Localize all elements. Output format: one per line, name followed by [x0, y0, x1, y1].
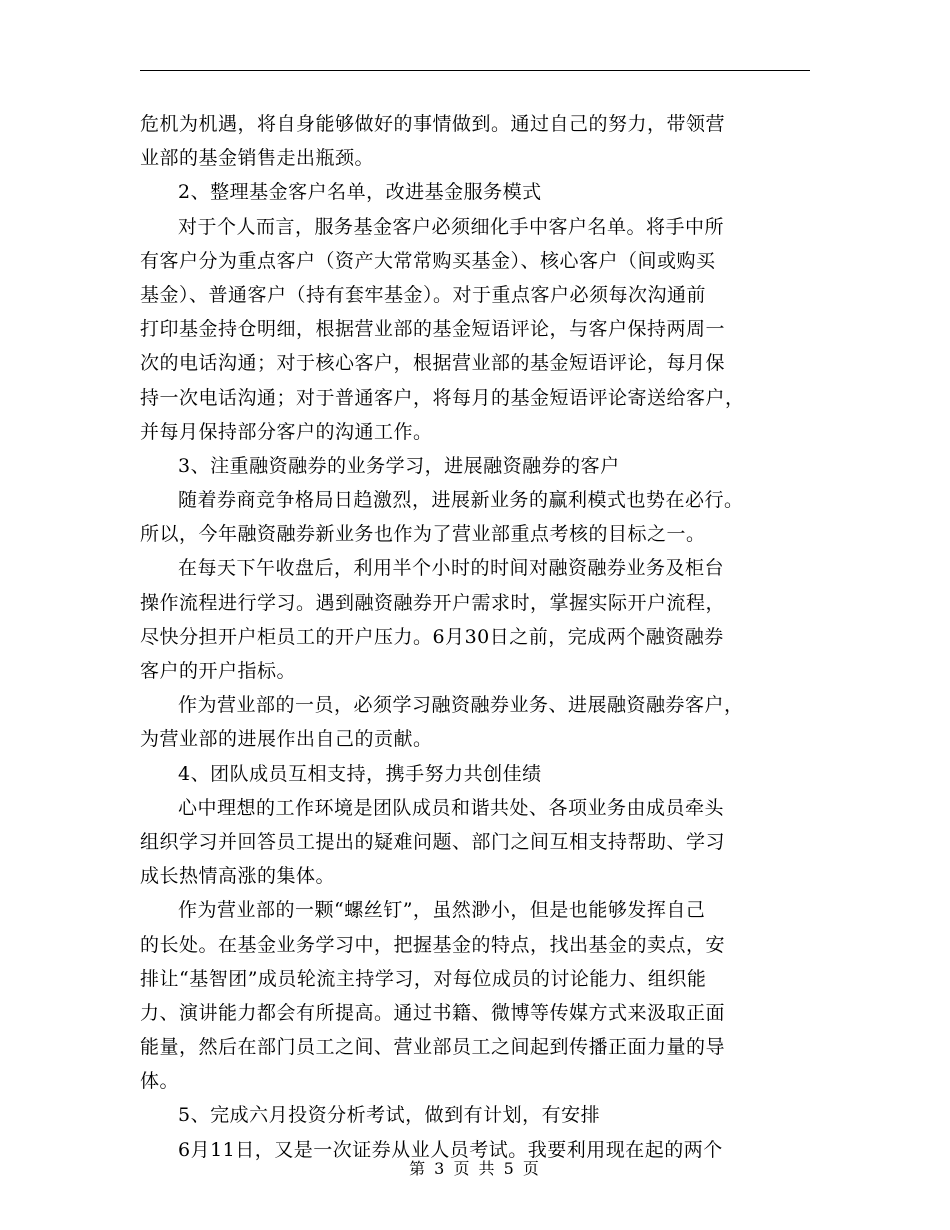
- text-line: 4、团队成员互相支持，携手努力共创佳绩: [178, 762, 542, 785]
- text-line: 作为营业部的一颗“螺丝钉”，虽然渺小，但是也能够发挥自己: [178, 899, 706, 922]
- text-line: 5、完成六月投资分析考试，做到有计划，有安排: [178, 1104, 601, 1127]
- page-number: 第 3 页 共 5 页: [409, 1159, 541, 1178]
- text-line: 操作流程进行学习。遇到融资融券开户需求时，掌握实际开户流程，: [140, 591, 726, 614]
- text-line: 3、注重融资融券的业务学习，进展融资融券的客户: [178, 454, 620, 477]
- text-line: 业部的基金销售走出瓶颈。: [140, 147, 375, 170]
- text-line: 6月11日，又是一次证券从业人员考试。我要利用现在起的两个: [178, 1138, 723, 1161]
- text-line: 作为营业部的一员，必须学习融资融券业务、进展融资融券客户，: [178, 694, 744, 717]
- text-line: 基金）、普通客户（持有套牢基金）。对于重点客户必须每次沟通前: [140, 283, 707, 306]
- text-line: 2、整理基金客户名单，改进基金服务模式: [178, 181, 542, 204]
- text-line: 所以，今年融资融券新业务也作为了营业部重点考核的目标之一。: [140, 523, 706, 546]
- text-line: 次的电话沟通；对于核心客户，根据营业部的基金短语评论，每月保: [140, 352, 726, 375]
- text-line: 客户的开户指标。: [140, 660, 297, 682]
- text-line: 为营业部的进展作出自己的贡献。: [140, 728, 433, 751]
- text-line: 心中理想的工作环境是团队成员和谐共处、各项业务由成员牵头: [178, 796, 725, 819]
- header-rule: [140, 70, 810, 71]
- text-line: 组织学习并回答员工提出的疑难问题、部门之间互相支持帮助、学习: [140, 830, 726, 853]
- text-line: 对于个人而言，服务基金客户必须细化手中客户名单。将手中所: [178, 215, 725, 238]
- text-line: 尽快分担开户柜员工的开户压力。6月30日之前，完成两个融资融券: [140, 625, 724, 648]
- text-line: 危机为机遇，将自身能够做好的事情做到。通过自己的努力，带领营: [140, 113, 726, 135]
- page-footer: [0, 1156, 950, 1179]
- text-line: 随着券商竞争格局日趋激烈，进展新业务的赢利模式也势在必行。: [178, 489, 744, 512]
- text-line: 排让“基智团”成员轮流主持学习，对每位成员的讨论能力、组织能: [140, 967, 707, 990]
- text-line: 有客户分为重点客户（资产大常常购买基金）、核心客户（间或购买: [140, 249, 716, 272]
- document-body: [140, 107, 810, 1167]
- text-line: 持一次电话沟通；对于普通客户，将每月的基金短语评论寄送给客户，: [140, 386, 745, 409]
- text-line: 能量，然后在部门员工之间、营业部员工之间起到传播正面力量的导: [140, 1036, 726, 1059]
- text-line: 成长热情高涨的集体。: [140, 865, 336, 888]
- text-line: 并每月保持部分客户的沟通工作。: [140, 420, 433, 443]
- text-line: 力、演讲能力都会有所提高。通过书籍、微博等传媒方式来汲取正面: [140, 1001, 726, 1024]
- text-line: 体。: [140, 1070, 180, 1093]
- text-line: 在每天下午收盘后，利用半个小时的时间对融资融券业务及柜台: [178, 557, 725, 580]
- text-line: 的长处。在基金业务学习中，把握基金的特点，找出基金的卖点，安: [140, 933, 726, 956]
- text-line: 打印基金持仓明细，根据营业部的基金短语评论，与客户保持两周一: [140, 318, 726, 341]
